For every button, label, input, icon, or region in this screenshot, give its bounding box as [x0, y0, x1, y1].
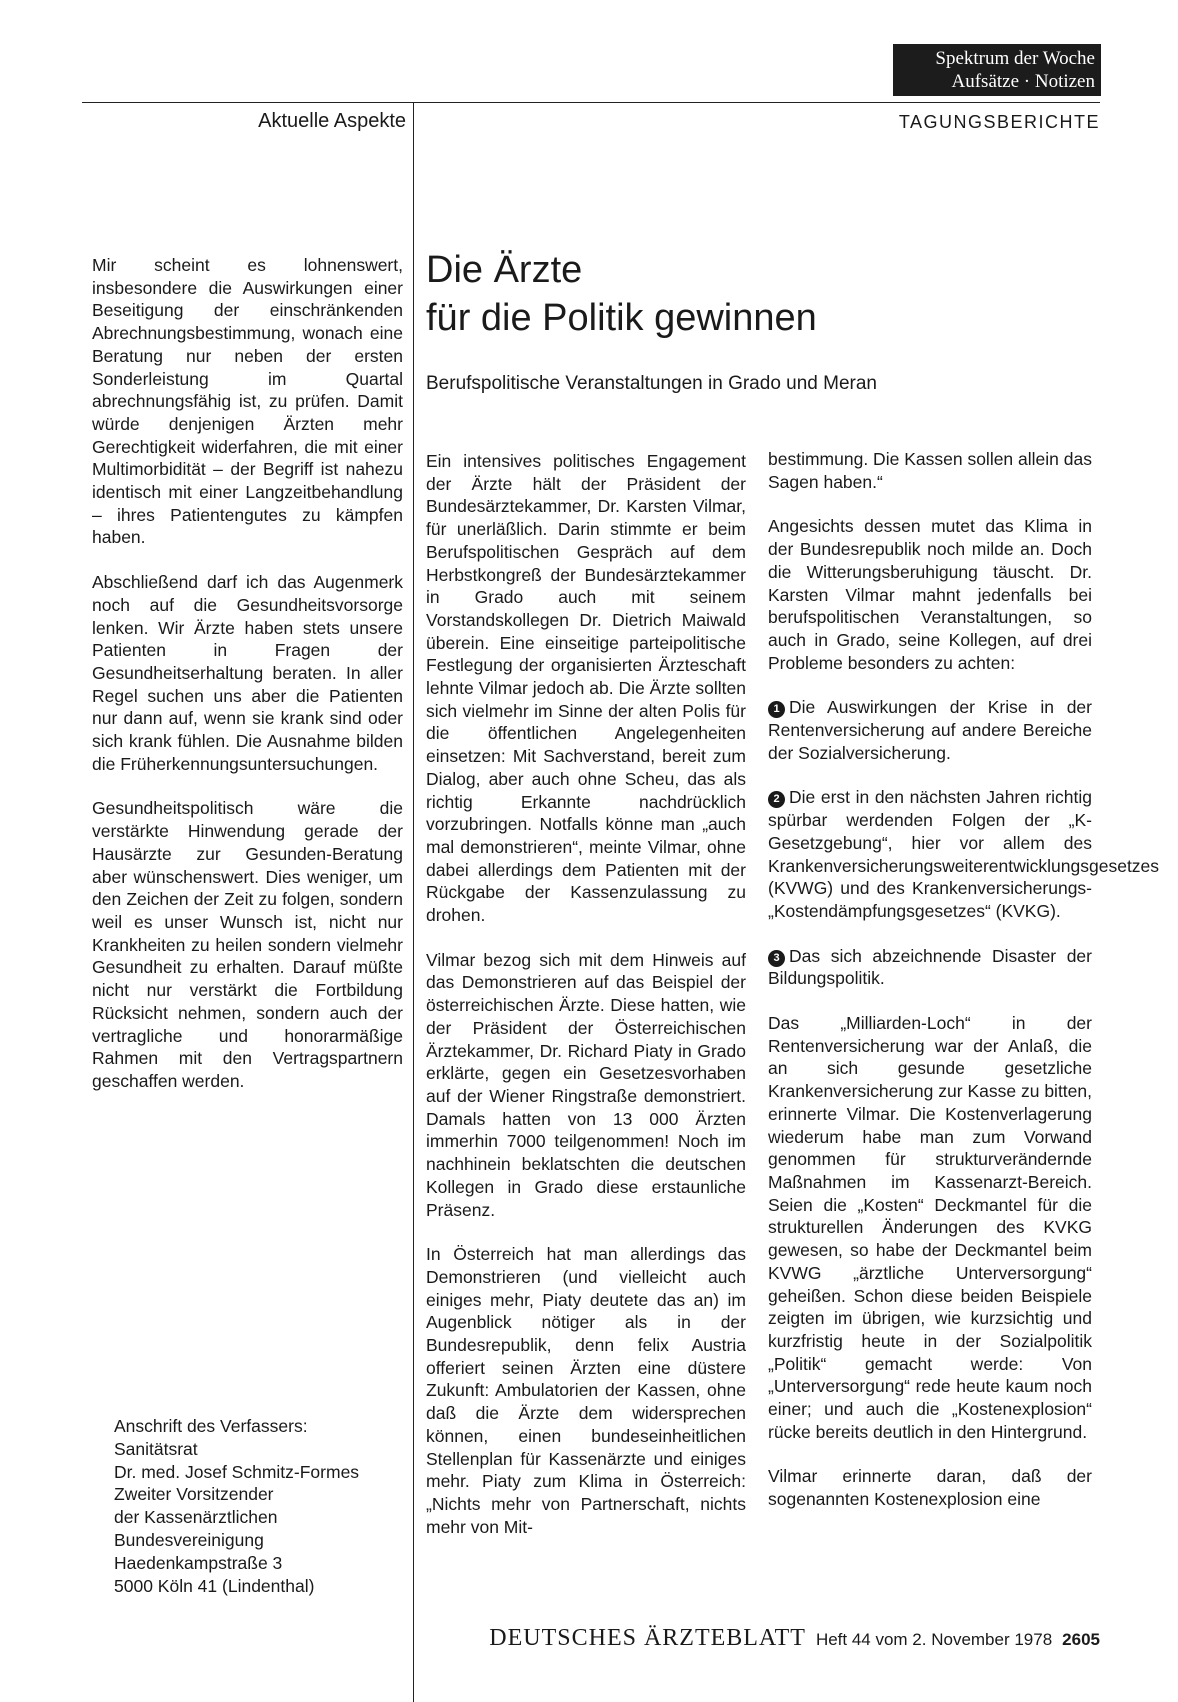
address-line: Zweiter Vorsitzender: [114, 1484, 274, 1505]
paragraph: bestimmung. Die Kassen sollen allein das Sagen haben.“: [768, 449, 1092, 492]
column-middle: [426, 450, 746, 1560]
paragraph: Ein intensives politisches Engagement der Ärzte hält der Präsident der Bundesärztekammer, Dr. Karsten Vilmar, für unerläßlich. Darin stimmte er beim Berufspolitischen Gespräch auf dem Herbstkongreß der Bundesärztekammer in Grado auch mit seinem Vorstandskollegen Dr. Dietrich Maiwald überein. Eine einseitige parteipolitische Festlegung der organisierten Ärzteschaft lehnte Vilmar jedoch ab. Die Ärzte sollten sich vielmehr im Sinne der alten Polis für die öffentlichen Angelegenheiten einsetzen: Mit Sachverstand, bereit zum Dialog, aber auch ohne Scheu, das als richtig Erkannte nachdrücklich vorzubringen. Notfalls könne man „auch mal demonstrieren“, meinte Vilmar, ohne dabei allerdings dem Patienten mit der Rückgabe der Kassenzulassung zu drohen.: [426, 451, 746, 926]
article-subheadline: Berufspolitische Veranstaltungen in Grado und Meran: [426, 373, 877, 394]
address-line: Dr. med. Josef Schmitz-Formes: [114, 1461, 360, 1482]
paragraph: Vilmar bezog sich mit dem Hinweis auf das Demonstrieren auf das Beispiel der österreichischen Ärzte. Diese hatten, wie der Präsident der Österreichischen Ärztekammer, Dr. Richard Piaty in Grado erklärte, gegen ein Gesetzesvorhaben auf der Wiener Ringstraße demonstriert. Damals hatten von 13 000 Ärzten immerhin 7000 teilgenommen! Noch im nachhinein beklatschten die deutschen Kollegen in Grado diese erstaunliche Präsenz.: [426, 949, 746, 1220]
section-label-right: TAGUNGSBERICHTE: [898, 112, 1100, 132]
address-line: Bundesvereinigung: [114, 1529, 264, 1550]
number-1-icon: 1: [768, 701, 785, 718]
numbered-item-3: [768, 945, 1092, 990]
badge-line-1: Spektrum der Woche: [935, 48, 1095, 69]
headline-line-1: Die Ärzte: [426, 249, 583, 291]
paragraph: Vilmar erinnerte daran, daß der sogenannten Kostenexplosion eine: [768, 1466, 1092, 1510]
article-headline: [426, 246, 1086, 342]
column-divider: [413, 102, 414, 1702]
section-badge: [893, 44, 1101, 96]
item-text: Die Auswirkungen der Krise in der Rentenversicherung auf andere Bereiche der Sozialversicherung.: [768, 697, 1092, 763]
issue-info: Heft 44 vom 2. November 1978: [815, 1630, 1053, 1649]
section-label-left: Aktuelle Aspekte: [258, 110, 406, 132]
column-left: [92, 254, 403, 1115]
number-3-icon: 3: [768, 950, 785, 967]
headline-line-2: für die Politik gewinnen: [426, 297, 817, 339]
paragraph: Abschließend darf ich das Augenmerk noch auf die Gesundheitsvorsorge lenken. Wir Ärzte haben stets unsere Patienten in Fragen der Gesundheitserhaltung beraten. In aller Regel suchen uns aber die Patienten nur dann auf, wenn sie krank sind oder sich krank fühlen. Die Ausnahme bilden die Früherkennungsuntersuchungen.: [92, 572, 403, 774]
item-text: Das sich abzeichnende Disaster der Bildungspolitik.: [768, 945, 1092, 989]
page-footer: [380, 1625, 1100, 1652]
address-line: Sanitätsrat: [114, 1438, 198, 1459]
address-line: 5000 Köln 41 (Lindenthal): [114, 1575, 315, 1596]
address-line: der Kassenärztlichen: [114, 1507, 278, 1528]
paragraph: In Österreich hat man allerdings das Demonstrieren (und vielleicht auch einiges mehr, Piaty deutete das an) im Augenblick nötiger als in der Bundesrepublik, denn felix Austria offeriert seinen Ärzten eine düstere Zukunft: Ambulatorien der Kassen, ohne daß die Ärzte dem widersprechen können, einen bundeseinheitlichen Stellenplan für Kassenärzte und einiges mehr. Piaty zum Klima in Österreich: „Nichts mehr von Partnerschaft, nichts mehr von Mit-: [426, 1244, 746, 1537]
number-2-icon: 2: [768, 791, 785, 808]
address-line: Haedenkampstraße 3: [114, 1552, 283, 1573]
address-line: Anschrift des Verfassers:: [114, 1416, 308, 1436]
numbered-item-1: [768, 696, 1092, 764]
numbered-item-2: [768, 786, 1160, 922]
page-number: 2605: [1062, 1630, 1100, 1649]
paragraph: Mir scheint es lohnenswert, insbesondere die Auswirkungen einer Beseitigung der einschränkenden Abrechnungsbestimmung, wonach eine Beratung nur neben der ersten Sonderleistung im Quartal abrechnungsfähig ist, zu prüfen. Damit würde denjenigen Ärzten mehr Gerechtigkeit widerfahren, die mit einer Multimorbidität – der Begriff ist nahezu identisch mit einer Langzeitbehandlung – ihres Patientengutes zu kämpfen haben.: [92, 255, 403, 548]
paragraph: Angesichts dessen mutet das Klima in der Bundesrepublik noch milde an. Doch die Witterungsberuhigung täuscht. Dr. Karsten Vilmar mahnt jedenfalls bei berufspolitischen Veranstaltungen, so auch in Grado, seine Kollegen, auf drei Probleme besonders zu achten:: [768, 516, 1092, 673]
badge-line-2: Aufsätze · Notizen: [951, 71, 1095, 92]
header-rule: [82, 102, 1100, 103]
column-right: [768, 448, 1160, 1533]
publication-name: DEUTSCHES ÄRZTEBLATT: [489, 1625, 806, 1651]
author-address: [114, 1415, 404, 1597]
paragraph: Gesundheitspolitisch wäre die verstärkte Hinwendung gerade der Hausärzte zur Gesunden-Beratung aber wünschenswert. Dies weniger, um den Zeichen der Zeit zu folgen, sondern weil es unser Wunsch ist, nicht nur Krankheiten zu heilen sondern vielmehr Gesundheit zu erhalten. Darauf müßte nicht nur verstärkt die Fortbildung Rücksicht nehmen, sondern auch der vertragliche und honorarmäßige Rahmen mit den Vertragspartnern geschaffen werden.: [92, 798, 403, 1091]
item-text: Die erst in den nächsten Jahren richtig spürbar werdenden Folgen der „K-Gesetzgebung“, hier vor allem des Krankenversicherungsweiterentwicklungsgesetzes (KVWG) und des Krankenversicherungs-„Kostendämpfungsgesetzes“ (KVKG).: [768, 787, 1160, 921]
paragraph: Das „Milliarden-Loch“ in der Rentenversicherung war der Anlaß, die an sich gesunde gesetzliche Krankenversicherung zur Kasse zu bitten, erinnerte Vilmar. Die Kostenverlagerung wiederum habe man zum Vorwand genommen für strukturverändernde Maßnahmen im Kassenarzt-Bereich. Seien die „Kosten“ Deckmantel für die strukturellen Änderungen des KVKG gewesen, so habe der Deckmantel beim KVWG „ärztliche Unterversorgung“ geheißen. Schon diese beiden Beispiele zeigten im übrigen, wie kurzsichtig und kurzfristig heute in der Sozialpolitik „Politik“ gemacht werde: Von „Unterversorgung“ rede heute kaum noch einer; und auch die „Kostenexplosion“ rücke bereits deutlich in den Hintergrund.: [768, 1013, 1092, 1442]
